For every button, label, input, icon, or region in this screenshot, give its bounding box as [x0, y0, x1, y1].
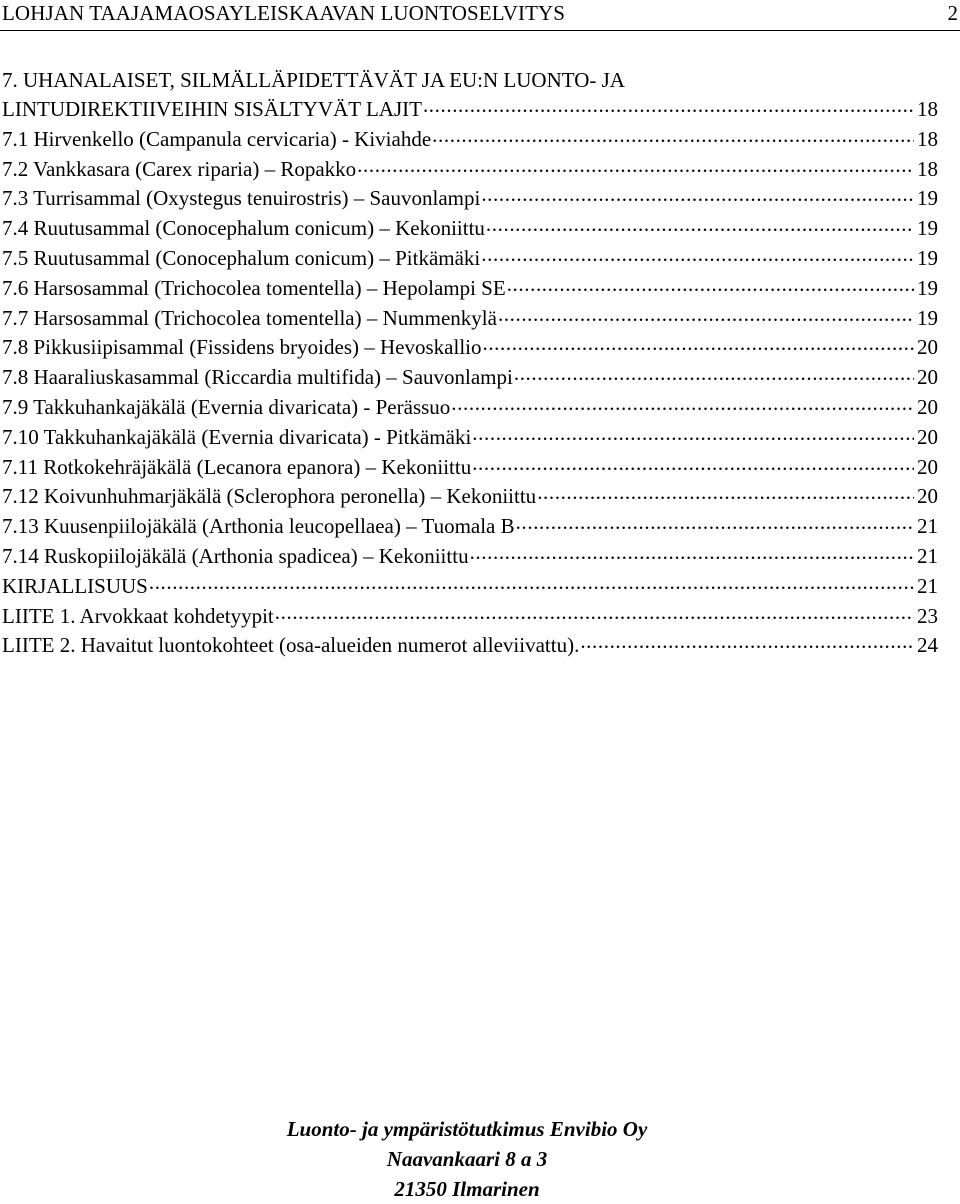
toc-entry-label: 7.8 Pikkusiipisammal (Fissidens bryoides) – Hevoskallio — [2, 335, 482, 360]
toc-entry[interactable] — [0, 333, 938, 363]
toc-entry[interactable] — [0, 363, 938, 393]
document-title: LOHJAN TAAJAMAOSAYLEISKAAVAN LUONTOSELVITYS — [2, 1, 566, 25]
toc-entry[interactable] — [0, 423, 938, 453]
toc-dot-leader — [580, 631, 914, 652]
toc-entry-page: 20 — [917, 454, 938, 479]
footer-city: 21350 Ilmarinen — [394, 1177, 540, 1201]
page-header — [0, 0, 960, 28]
footer — [0, 1114, 934, 1204]
toc-dot-leader — [507, 274, 914, 295]
header-divider — [0, 30, 960, 31]
toc-entry[interactable] — [0, 125, 938, 155]
toc-dot-leader — [472, 423, 914, 444]
toc-entry-page: 19 — [917, 305, 938, 330]
toc-entry-label: 7.4 Ruutusammal (Conocephalum conicum) – Kekoniittu — [2, 216, 485, 241]
section-heading-line-1: 7. UHANALAISET, SILMÄLLÄPIDETTÄVÄT JA EU:N LUONTO- JA — [2, 68, 625, 92]
toc-entry-page: 18 — [917, 97, 938, 121]
toc-entry-page: 21 — [917, 573, 938, 598]
toc-dot-leader — [432, 125, 914, 146]
toc-entry-page: 20 — [917, 394, 938, 419]
toc-entry[interactable] — [0, 453, 938, 483]
toc-entry-page: 18 — [917, 156, 938, 181]
toc-entry-label: 7.2 Vankkasara (Carex riparia) – Ropakko — [2, 156, 357, 181]
toc-entry-label: 7.5 Ruutusammal (Conocephalum conicum) – Pitkämäki — [2, 245, 481, 270]
toc-entry-page: 18 — [917, 126, 938, 151]
table-of-contents — [0, 95, 938, 661]
toc-entry-label: 7.10 Takkuhankajäkälä (Evernia divaricata) - Pitkämäki — [2, 424, 472, 449]
toc-entry[interactable] — [0, 304, 938, 334]
toc-entry[interactable] — [0, 512, 938, 542]
toc-dot-leader — [486, 214, 914, 235]
toc-entry[interactable] — [0, 95, 938, 125]
toc-entry[interactable] — [0, 393, 938, 423]
toc-entry[interactable] — [0, 184, 938, 214]
toc-entry-page: 19 — [917, 186, 938, 211]
toc-entry[interactable] — [0, 602, 938, 632]
toc-entry[interactable] — [0, 542, 938, 572]
toc-entry-label: 7.6 Harsosammal (Trichocolea tomentella) – Hepolampi SE — [2, 275, 506, 300]
toc-dot-leader — [498, 304, 914, 325]
toc-entry-label: KIRJALLISUUS — [2, 573, 148, 598]
toc-dot-leader — [472, 453, 914, 474]
toc-dot-leader — [481, 184, 914, 205]
toc-dot-leader — [423, 95, 914, 116]
toc-entry[interactable] — [0, 274, 938, 304]
toc-entry-label: 7.8 Haaraliuskasammal (Riccardia multifida) – Sauvonlampi — [2, 365, 513, 390]
toc-entry-label: 7.12 Koivunhuhmarjäkälä (Sclerophora peronella) – Kekoniittu — [2, 484, 537, 509]
toc-dot-leader — [482, 333, 914, 354]
toc-entry[interactable] — [0, 155, 938, 185]
toc-dot-leader — [357, 155, 914, 176]
toc-entry-label: 7.11 Rotkokehräjäkälä (Lecanora epanora) – Kekoniittu — [2, 454, 472, 479]
toc-dot-leader — [451, 393, 914, 414]
footer-street: Naavankaari 8 a 3 — [386, 1147, 548, 1171]
toc-entry-label: 7.9 Takkuhankajäkälä (Evernia divaricata) - Perässuo — [2, 394, 451, 419]
toc-entry-label: 7.7 Harsosammal (Trichocolea tomentella) – Nummenkylä — [2, 305, 497, 330]
toc-entry-label: 7.13 Kuusenpiilojäkälä (Arthonia leucopellaea) – Tuomala B — [2, 514, 515, 539]
toc-dot-leader — [149, 572, 914, 593]
toc-entry[interactable] — [0, 482, 938, 512]
footer-company: Luonto- ja ympäristötutkimus Envibio Oy — [286, 1117, 648, 1141]
toc-entry-page: 21 — [917, 543, 938, 568]
toc-entry[interactable] — [0, 244, 938, 274]
toc-dot-leader — [275, 602, 914, 623]
toc-entry-label: LIITE 1. Arvokkaat kohdetyypit — [2, 603, 274, 628]
toc-dot-leader — [470, 542, 914, 563]
toc-dot-leader — [514, 363, 914, 384]
toc-entry-page: 19 — [917, 245, 938, 270]
toc-entry-page: 20 — [917, 365, 938, 390]
toc-dot-leader — [516, 512, 914, 533]
toc-entry-page: 20 — [917, 335, 938, 360]
toc-entry-label: 7.3 Turrisammal (Oxystegus tenuirostris) – Sauvonlampi — [2, 186, 481, 211]
toc-entry[interactable] — [0, 631, 938, 661]
toc-dot-leader — [537, 482, 914, 503]
toc-entry-page: 20 — [917, 484, 938, 509]
toc-dot-leader — [481, 244, 914, 265]
toc-entry-page: 20 — [917, 424, 938, 449]
toc-entry-page: 24 — [917, 633, 938, 658]
toc-entry-page: 19 — [917, 216, 938, 241]
toc-entry-label: 7.14 Ruskopiilojäkälä (Arthonia spadicea) – Kekoniittu — [2, 543, 469, 568]
toc-entry-page: 19 — [917, 275, 938, 300]
toc-entry-label: LIITE 2. Havaitut luontokohteet (osa-alueiden numerot alleviivattu). — [2, 633, 580, 658]
section-heading — [2, 66, 932, 95]
toc-entry[interactable] — [0, 572, 938, 602]
toc-entry[interactable] — [0, 214, 938, 244]
toc-entry-label: LINTUDIREKTIIVEIHIN SISÄLTYVÄT LAJIT — [2, 97, 422, 121]
toc-entry-label: 7.1 Hirvenkello (Campanula cervicaria) - Kiviahde — [2, 126, 432, 151]
page-number: 2 — [947, 1, 958, 25]
toc-entry-page: 21 — [917, 514, 938, 539]
toc-entry-page: 23 — [917, 603, 938, 628]
